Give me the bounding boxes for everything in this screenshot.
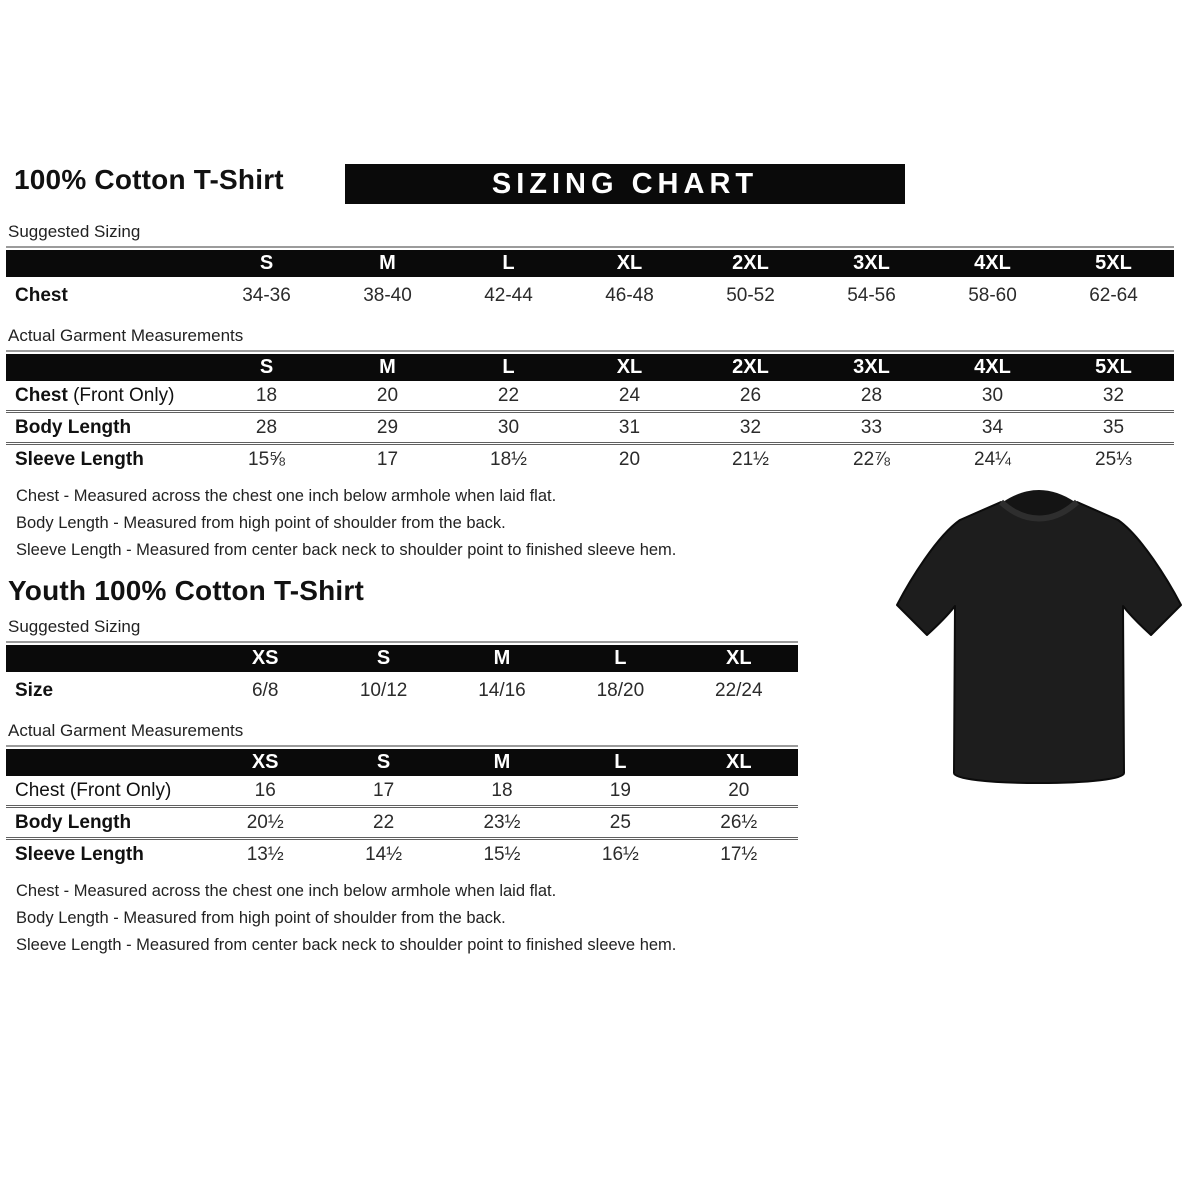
cell: 20: [728, 779, 750, 801]
size-header-spacer: [6, 250, 206, 277]
cell: 34-36: [242, 284, 291, 306]
tshirt-graphic: [888, 478, 1190, 813]
cell: 32: [1102, 384, 1125, 406]
cell: 20½: [246, 811, 284, 833]
banner-text: SIZING CHART: [491, 167, 759, 200]
cell: 21½: [732, 448, 769, 470]
youth-suggested-section: [6, 617, 798, 709]
cell: 32: [739, 416, 762, 438]
cell: 19: [609, 779, 631, 801]
size-col-header: 3XL: [811, 354, 932, 381]
table-row: [6, 277, 1174, 314]
youth-section-title: Youth 100% Cotton T-Shirt: [8, 575, 365, 606]
cell: 28: [255, 416, 278, 438]
size-col-header: L: [561, 645, 679, 672]
size-header-row: [6, 645, 798, 672]
cell: 38-40: [363, 284, 412, 306]
row-label: Sleeve Length: [15, 843, 144, 865]
cell: 22: [497, 384, 520, 406]
size-col-header: 4XL: [932, 250, 1053, 277]
cell: 18/20: [596, 679, 645, 701]
cell: 6/8: [251, 679, 279, 701]
adult-actual-label: Actual Garment Measurements: [6, 326, 1174, 352]
row-label-note: (Front Only): [69, 779, 172, 801]
cell: 35: [1102, 416, 1125, 438]
table-row-body-length: [6, 412, 1174, 444]
cell: 22: [373, 811, 395, 833]
youth-suggested-label: Suggested Sizing: [6, 617, 798, 643]
note-sleeve-length: Sleeve Length - Measured from center back neck to shoulder point to finished sleeve hem.: [16, 541, 677, 559]
adult-suggested-label: Suggested Sizing: [6, 222, 1174, 248]
cell: 14½: [365, 843, 403, 865]
cell: 18½: [490, 448, 527, 470]
size-col-header: 2XL: [690, 354, 811, 381]
cell: 50-52: [726, 284, 775, 306]
size-header-row: [6, 354, 1174, 381]
size-col-header: 3XL: [811, 250, 932, 277]
row-label: [6, 776, 206, 807]
adult-suggested-section: [6, 222, 1174, 314]
size-col-header: S: [324, 645, 442, 672]
cell: 28: [860, 384, 883, 406]
cell: 14/16: [478, 679, 526, 701]
adult-suggested-table: [6, 250, 1174, 314]
cell: 15⅝: [248, 448, 285, 470]
cell: 62-64: [1089, 284, 1138, 306]
size-col-header: XS: [206, 749, 324, 776]
size-header-row: [6, 250, 1174, 277]
cell: 29: [376, 416, 399, 438]
size-header-spacer: [6, 645, 206, 672]
cell: 30: [497, 416, 520, 438]
cell: 26½: [720, 811, 758, 833]
row-label: Sleeve Length: [15, 448, 144, 470]
cell: 20: [376, 384, 399, 406]
cell: 22⅞: [853, 448, 890, 470]
cell: 58-60: [968, 284, 1017, 306]
cell: 16: [254, 779, 276, 801]
cell: 34: [981, 416, 1004, 438]
size-col-header: 5XL: [1053, 250, 1174, 277]
table-row-chest: [6, 776, 798, 807]
cell: 23½: [483, 811, 521, 833]
youth-actual-label: Actual Garment Measurements: [6, 721, 798, 747]
cell: 13½: [246, 843, 284, 865]
size-col-header: XS: [206, 645, 324, 672]
size-col-header: M: [443, 749, 561, 776]
note-chest: Chest - Measured across the chest one inch below armhole when laid flat.: [16, 882, 557, 900]
size-header-spacer: [6, 354, 206, 381]
row-label: Body Length: [15, 416, 132, 438]
size-col-header: L: [448, 250, 569, 277]
cell: 30: [981, 384, 1004, 406]
row-label-note: (Front Only): [73, 384, 175, 406]
youth-suggested-table: [6, 645, 798, 709]
table-row-sleeve-length: [6, 839, 798, 870]
cell: 31: [618, 416, 641, 438]
table-row-body-length: [6, 807, 798, 839]
cell: 17½: [720, 843, 758, 865]
cell: 18: [255, 384, 278, 406]
cell: 33: [860, 416, 883, 438]
black-tshirt-image: [888, 478, 1190, 813]
adult-actual-section: [6, 326, 1174, 474]
page-title: 100% Cotton T-Shirt: [14, 164, 284, 195]
sizing-chart-banner: [345, 164, 905, 204]
size-col-header: 2XL: [690, 250, 811, 277]
youth-measurement-notes: [16, 882, 1194, 954]
cell: 17: [376, 448, 399, 470]
table-row-chest: [6, 381, 1174, 412]
cell: 22/24: [715, 679, 763, 701]
cell: 24¼: [974, 448, 1011, 470]
table-row-sleeve-length: [6, 444, 1174, 475]
row-label: [6, 381, 206, 412]
row-label: Body Length: [15, 811, 132, 833]
cell: 18: [491, 779, 513, 801]
header: [6, 164, 1194, 210]
cell: 15½: [483, 843, 521, 865]
size-col-header: XL: [569, 250, 690, 277]
size-col-header: M: [327, 354, 448, 381]
cell: 54-56: [847, 284, 896, 306]
cell: 25⅓: [1095, 448, 1132, 470]
cell: 17: [373, 779, 395, 801]
note-chest: Chest - Measured across the chest one inch below armhole when laid flat.: [16, 487, 557, 505]
adult-actual-table: [6, 354, 1174, 474]
cell: 25: [609, 811, 631, 833]
table-row-size: [6, 672, 798, 709]
note-sleeve-length: Sleeve Length - Measured from center back neck to shoulder point to finished sleeve hem.: [16, 936, 677, 954]
size-col-header: XL: [680, 749, 798, 776]
note-body-length: Body Length - Measured from high point of shoulder from the back.: [16, 909, 506, 927]
cell: 46-48: [605, 284, 654, 306]
size-col-header: L: [448, 354, 569, 381]
note-body-length: Body Length - Measured from high point of shoulder from the back.: [16, 514, 506, 532]
cell: 20: [618, 448, 641, 470]
size-col-header: M: [443, 645, 561, 672]
row-label-text: Chest: [15, 384, 68, 406]
size-col-header: S: [324, 749, 442, 776]
cell: 42-44: [484, 284, 533, 306]
size-col-header: S: [206, 354, 327, 381]
cell: 10/12: [359, 679, 408, 701]
cell: 26: [739, 384, 762, 406]
row-label: Size: [15, 679, 54, 701]
size-col-header: 5XL: [1053, 354, 1174, 381]
size-col-header: 4XL: [932, 354, 1053, 381]
youth-actual-section: [6, 721, 798, 869]
cell: 16½: [601, 843, 639, 865]
size-col-header: M: [327, 250, 448, 277]
size-col-header: XL: [569, 354, 690, 381]
row-label: Chest: [15, 284, 68, 306]
youth-actual-table: [6, 749, 798, 869]
size-col-header: L: [561, 749, 679, 776]
size-header-row: [6, 749, 798, 776]
row-label-text: Chest: [15, 779, 65, 801]
cell: 24: [618, 384, 641, 406]
size-col-header: S: [206, 250, 327, 277]
size-col-header: XL: [680, 645, 798, 672]
size-header-spacer: [6, 749, 206, 776]
